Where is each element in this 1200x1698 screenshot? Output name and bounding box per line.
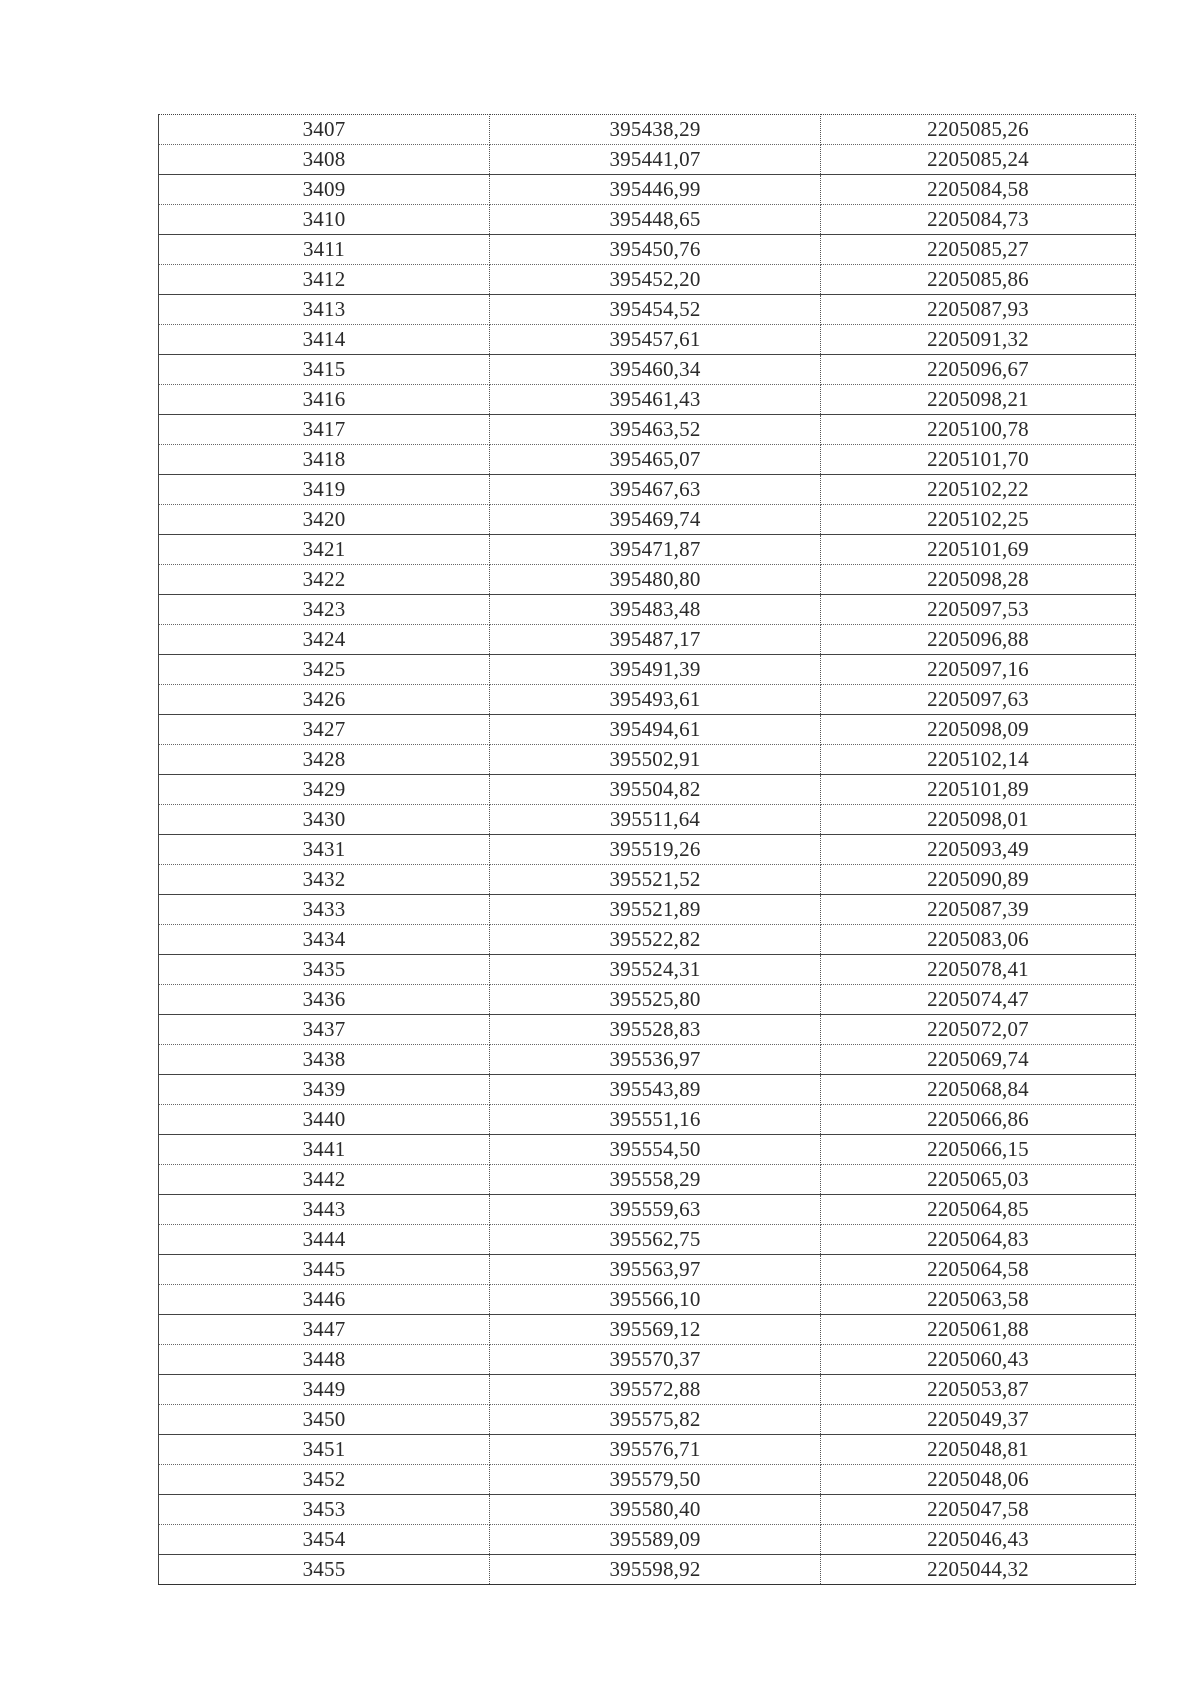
x-coordinate-cell: 395524,31 [490, 955, 821, 985]
y-coordinate-cell: 2205097,63 [821, 685, 1136, 715]
table-row [159, 445, 1136, 475]
point-number-cell: 3411 [159, 235, 490, 265]
point-number-cell: 3429 [159, 775, 490, 805]
y-coordinate-cell: 2205074,47 [821, 985, 1136, 1015]
y-coordinate-cell: 2205096,67 [821, 355, 1136, 385]
point-number-cell: 3419 [159, 475, 490, 505]
y-coordinate-cell: 2205069,74 [821, 1045, 1136, 1075]
y-coordinate-cell: 2205101,69 [821, 535, 1136, 565]
point-number-cell: 3412 [159, 265, 490, 295]
table-row [159, 235, 1136, 265]
x-coordinate-cell: 395494,61 [490, 715, 821, 745]
x-coordinate-cell: 395559,63 [490, 1195, 821, 1225]
x-coordinate-cell: 395522,82 [490, 925, 821, 955]
y-coordinate-cell: 2205097,16 [821, 655, 1136, 685]
y-coordinate-cell: 2205102,22 [821, 475, 1136, 505]
point-number-cell: 3410 [159, 205, 490, 235]
point-number-cell: 3454 [159, 1525, 490, 1555]
x-coordinate-cell: 395511,64 [490, 805, 821, 835]
x-coordinate-cell: 395502,91 [490, 745, 821, 775]
point-number-cell: 3426 [159, 685, 490, 715]
x-coordinate-cell: 395543,89 [490, 1075, 821, 1105]
point-number-cell: 3434 [159, 925, 490, 955]
point-number-cell: 3420 [159, 505, 490, 535]
y-coordinate-cell: 2205065,03 [821, 1165, 1136, 1195]
table-row [159, 955, 1136, 985]
y-coordinate-cell: 2205087,39 [821, 895, 1136, 925]
point-number-cell: 3443 [159, 1195, 490, 1225]
x-coordinate-cell: 395569,12 [490, 1315, 821, 1345]
table-row [159, 1195, 1136, 1225]
point-number-cell: 3437 [159, 1015, 490, 1045]
y-coordinate-cell: 2205064,83 [821, 1225, 1136, 1255]
coordinates-table [158, 114, 1136, 1585]
x-coordinate-cell: 395480,80 [490, 565, 821, 595]
y-coordinate-cell: 2205066,15 [821, 1135, 1136, 1165]
point-number-cell: 3409 [159, 175, 490, 205]
table-row [159, 1135, 1136, 1165]
table-row [159, 115, 1136, 145]
point-number-cell: 3415 [159, 355, 490, 385]
y-coordinate-cell: 2205085,27 [821, 235, 1136, 265]
table-row [159, 295, 1136, 325]
point-number-cell: 3449 [159, 1375, 490, 1405]
x-coordinate-cell: 395570,37 [490, 1345, 821, 1375]
table-row [159, 325, 1136, 355]
table-row [159, 145, 1136, 175]
point-number-cell: 3408 [159, 145, 490, 175]
x-coordinate-cell: 395598,92 [490, 1555, 821, 1585]
x-coordinate-cell: 395580,40 [490, 1495, 821, 1525]
y-coordinate-cell: 2205048,81 [821, 1435, 1136, 1465]
x-coordinate-cell: 395452,20 [490, 265, 821, 295]
x-coordinate-cell: 395554,50 [490, 1135, 821, 1165]
table-row [159, 865, 1136, 895]
y-coordinate-cell: 2205102,14 [821, 745, 1136, 775]
x-coordinate-cell: 395450,76 [490, 235, 821, 265]
point-number-cell: 3438 [159, 1045, 490, 1075]
table-row [159, 1525, 1136, 1555]
y-coordinate-cell: 2205101,89 [821, 775, 1136, 805]
x-coordinate-cell: 395438,29 [490, 115, 821, 145]
x-coordinate-cell: 395483,48 [490, 595, 821, 625]
point-number-cell: 3428 [159, 745, 490, 775]
table-row [159, 895, 1136, 925]
table-row [159, 505, 1136, 535]
point-number-cell: 3422 [159, 565, 490, 595]
y-coordinate-cell: 2205060,43 [821, 1345, 1136, 1375]
point-number-cell: 3421 [159, 535, 490, 565]
point-number-cell: 3441 [159, 1135, 490, 1165]
table-row [159, 745, 1136, 775]
y-coordinate-cell: 2205101,70 [821, 445, 1136, 475]
x-coordinate-cell: 395446,99 [490, 175, 821, 205]
point-number-cell: 3425 [159, 655, 490, 685]
y-coordinate-cell: 2205084,58 [821, 175, 1136, 205]
table-row [159, 655, 1136, 685]
y-coordinate-cell: 2205044,32 [821, 1555, 1136, 1585]
y-coordinate-cell: 2205047,58 [821, 1495, 1136, 1525]
table-row [159, 265, 1136, 295]
y-coordinate-cell: 2205046,43 [821, 1525, 1136, 1555]
y-coordinate-cell: 2205083,06 [821, 925, 1136, 955]
x-coordinate-cell: 395493,61 [490, 685, 821, 715]
x-coordinate-cell: 395536,97 [490, 1045, 821, 1075]
x-coordinate-cell: 395463,52 [490, 415, 821, 445]
point-number-cell: 3436 [159, 985, 490, 1015]
table-row [159, 1045, 1136, 1075]
table-row [159, 835, 1136, 865]
point-number-cell: 3417 [159, 415, 490, 445]
table-row [159, 1435, 1136, 1465]
table-row [159, 475, 1136, 505]
point-number-cell: 3448 [159, 1345, 490, 1375]
point-number-cell: 3414 [159, 325, 490, 355]
table-row [159, 685, 1136, 715]
x-coordinate-cell: 395491,39 [490, 655, 821, 685]
x-coordinate-cell: 395521,52 [490, 865, 821, 895]
point-number-cell: 3433 [159, 895, 490, 925]
point-number-cell: 3431 [159, 835, 490, 865]
x-coordinate-cell: 395471,87 [490, 535, 821, 565]
point-number-cell: 3432 [159, 865, 490, 895]
y-coordinate-cell: 2205100,78 [821, 415, 1136, 445]
x-coordinate-cell: 395469,74 [490, 505, 821, 535]
x-coordinate-cell: 395457,61 [490, 325, 821, 355]
table-row [159, 1495, 1136, 1525]
x-coordinate-cell: 395575,82 [490, 1405, 821, 1435]
table-row [159, 1225, 1136, 1255]
y-coordinate-cell: 2205068,84 [821, 1075, 1136, 1105]
table-row [159, 1555, 1136, 1585]
table-row [159, 385, 1136, 415]
point-number-cell: 3439 [159, 1075, 490, 1105]
point-number-cell: 3440 [159, 1105, 490, 1135]
table-row [159, 1375, 1136, 1405]
x-coordinate-cell: 395579,50 [490, 1465, 821, 1495]
x-coordinate-cell: 395566,10 [490, 1285, 821, 1315]
y-coordinate-cell: 2205066,86 [821, 1105, 1136, 1135]
y-coordinate-cell: 2205063,58 [821, 1285, 1136, 1315]
y-coordinate-cell: 2205096,88 [821, 625, 1136, 655]
x-coordinate-cell: 395558,29 [490, 1165, 821, 1195]
point-number-cell: 3416 [159, 385, 490, 415]
y-coordinate-cell: 2205098,01 [821, 805, 1136, 835]
x-coordinate-cell: 395572,88 [490, 1375, 821, 1405]
point-number-cell: 3446 [159, 1285, 490, 1315]
y-coordinate-cell: 2205085,26 [821, 115, 1136, 145]
point-number-cell: 3455 [159, 1555, 490, 1585]
point-number-cell: 3424 [159, 625, 490, 655]
table-row [159, 415, 1136, 445]
y-coordinate-cell: 2205064,58 [821, 1255, 1136, 1285]
table-row [159, 1075, 1136, 1105]
table-row [159, 925, 1136, 955]
y-coordinate-cell: 2205078,41 [821, 955, 1136, 985]
point-number-cell: 3450 [159, 1405, 490, 1435]
table-row [159, 1255, 1136, 1285]
x-coordinate-cell: 395454,52 [490, 295, 821, 325]
point-number-cell: 3423 [159, 595, 490, 625]
x-coordinate-cell: 395551,16 [490, 1105, 821, 1135]
x-coordinate-cell: 395487,17 [490, 625, 821, 655]
table-row [159, 985, 1136, 1015]
table-row [159, 535, 1136, 565]
point-number-cell: 3418 [159, 445, 490, 475]
table-row [159, 1165, 1136, 1195]
table-row [159, 355, 1136, 385]
x-coordinate-cell: 395461,43 [490, 385, 821, 415]
y-coordinate-cell: 2205093,49 [821, 835, 1136, 865]
x-coordinate-cell: 395441,07 [490, 145, 821, 175]
table-row [159, 205, 1136, 235]
point-number-cell: 3445 [159, 1255, 490, 1285]
x-coordinate-cell: 395528,83 [490, 1015, 821, 1045]
table-row [159, 1105, 1136, 1135]
y-coordinate-cell: 2205049,37 [821, 1405, 1136, 1435]
point-number-cell: 3444 [159, 1225, 490, 1255]
x-coordinate-cell: 395448,65 [490, 205, 821, 235]
y-coordinate-cell: 2205098,21 [821, 385, 1136, 415]
y-coordinate-cell: 2205048,06 [821, 1465, 1136, 1495]
table-row [159, 1465, 1136, 1495]
y-coordinate-cell: 2205064,85 [821, 1195, 1136, 1225]
table-row [159, 1405, 1136, 1435]
point-number-cell: 3430 [159, 805, 490, 835]
x-coordinate-cell: 395563,97 [490, 1255, 821, 1285]
table-row [159, 1345, 1136, 1375]
x-coordinate-cell: 395521,89 [490, 895, 821, 925]
point-number-cell: 3453 [159, 1495, 490, 1525]
x-coordinate-cell: 395589,09 [490, 1525, 821, 1555]
point-number-cell: 3451 [159, 1435, 490, 1465]
y-coordinate-cell: 2205097,53 [821, 595, 1136, 625]
y-coordinate-cell: 2205072,07 [821, 1015, 1136, 1045]
point-number-cell: 3427 [159, 715, 490, 745]
x-coordinate-cell: 395576,71 [490, 1435, 821, 1465]
y-coordinate-cell: 2205084,73 [821, 205, 1136, 235]
x-coordinate-cell: 395562,75 [490, 1225, 821, 1255]
table-row [159, 595, 1136, 625]
point-number-cell: 3442 [159, 1165, 490, 1195]
x-coordinate-cell: 395525,80 [490, 985, 821, 1015]
y-coordinate-cell: 2205102,25 [821, 505, 1136, 535]
table-row [159, 805, 1136, 835]
coordinates-table-body [159, 115, 1136, 1585]
table-row [159, 625, 1136, 655]
x-coordinate-cell: 395519,26 [490, 835, 821, 865]
point-number-cell: 3452 [159, 1465, 490, 1495]
table-row [159, 565, 1136, 595]
table-row [159, 1285, 1136, 1315]
y-coordinate-cell: 2205091,32 [821, 325, 1136, 355]
point-number-cell: 3447 [159, 1315, 490, 1345]
table-row [159, 175, 1136, 205]
point-number-cell: 3435 [159, 955, 490, 985]
x-coordinate-cell: 395467,63 [490, 475, 821, 505]
point-number-cell: 3413 [159, 295, 490, 325]
y-coordinate-cell: 2205090,89 [821, 865, 1136, 895]
table-row [159, 1315, 1136, 1345]
y-coordinate-cell: 2205085,24 [821, 145, 1136, 175]
y-coordinate-cell: 2205098,09 [821, 715, 1136, 745]
point-number-cell: 3407 [159, 115, 490, 145]
y-coordinate-cell: 2205053,87 [821, 1375, 1136, 1405]
x-coordinate-cell: 395465,07 [490, 445, 821, 475]
y-coordinate-cell: 2205087,93 [821, 295, 1136, 325]
y-coordinate-cell: 2205098,28 [821, 565, 1136, 595]
table-row [159, 715, 1136, 745]
table-row [159, 1015, 1136, 1045]
x-coordinate-cell: 395504,82 [490, 775, 821, 805]
x-coordinate-cell: 395460,34 [490, 355, 821, 385]
table-row [159, 775, 1136, 805]
y-coordinate-cell: 2205061,88 [821, 1315, 1136, 1345]
y-coordinate-cell: 2205085,86 [821, 265, 1136, 295]
